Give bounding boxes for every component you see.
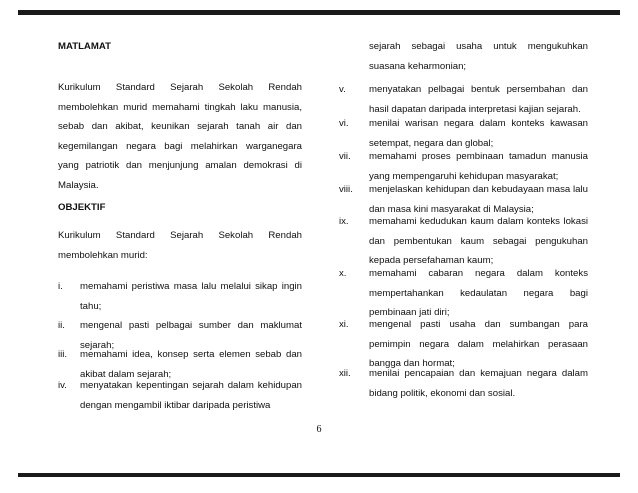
top-border-rule xyxy=(18,10,620,15)
bottom-border-rule xyxy=(18,473,620,477)
objective-item xyxy=(339,212,588,271)
objective-number: ix. xyxy=(339,216,349,227)
objective-text: menyatakan pelbagai bentuk persembahan dan hasil dapatan daripada interpretasi kajian sejarah. xyxy=(369,84,588,115)
objective-number: i. xyxy=(58,281,63,292)
objective-number: viii. xyxy=(339,184,353,195)
page-number: 6 xyxy=(316,424,322,435)
objective-text: menyatakan kepentingan sejarah dalam kehidupan dengan mengambil iktibar daripada peristiwa xyxy=(80,380,302,411)
objective-item xyxy=(58,277,302,316)
objective-number: x. xyxy=(339,268,347,279)
objective-number: xii. xyxy=(339,368,351,379)
objective-text: mengenal pasti usaha dan sumbangan para pemimpin negara dalam melahirkan perasaan bangga dan hormat; xyxy=(369,319,588,370)
objective-text: menilai pencapaian dan kemajuan negara dalam bidang politik, ekonomi dan sosial. xyxy=(369,368,588,399)
objective-item xyxy=(58,376,302,415)
objective-number: ii. xyxy=(58,320,65,331)
objective-number: vi. xyxy=(339,118,349,129)
objektif-intro: Kurikulum Standard Sejarah Sekolah Rendah membolehkan murid: xyxy=(58,230,302,261)
objective-text: menjelaskan kehidupan dan kebudayaan masa lalu dan masa kini masyarakat di Malaysia; xyxy=(369,184,588,215)
objective-text: memahami proses pembinaan tamadun manusia yang mempengaruhi kehidupan masyarakat; xyxy=(369,151,588,182)
objective-text: memahami idea, konsep serta elemen sebab dan akibat dalam sejarah; xyxy=(80,349,302,380)
objective-text: mengenal pasti pelbagai sumber dan maklumat sejarah; xyxy=(80,320,302,351)
objective-number: vii. xyxy=(339,151,351,162)
objective-number: v. xyxy=(339,84,346,95)
matlamat-heading: MATLAMAT xyxy=(58,41,111,52)
objective-text: memahami cabaran negara dalam konteks mempertahankan kedaulatan negara bagi pembinaan jati diri; xyxy=(369,268,588,319)
objective-item xyxy=(339,264,588,323)
objective-text: memahami peristiwa masa lalu melalui sikap ingin tahu; xyxy=(80,281,302,312)
objective-number: iii. xyxy=(58,349,68,360)
objective-text: memahami kedudukan kaum dalam konteks lokasi dan pembentukan kaum sebagai pengukuhan kepada persefahaman kaum; xyxy=(369,216,588,267)
continuation-text: sejarah sebagai usaha untuk mengukuhkan suasana keharmonian; xyxy=(369,41,588,72)
objective-item xyxy=(339,364,588,403)
objective-text: menilai warisan negara dalam konteks kawasan setempat, negara dan global; xyxy=(369,118,588,149)
objective-number: iv. xyxy=(58,380,67,391)
matlamat-paragraph: Kurikulum Standard Sejarah Sekolah Rendah membolehkan murid memahami tingkah laku manusia, sebab dan akibat, keunikan sejarah tanah air dan kegemilangan negara bagi melahirkan warganegara yang patriotik dan menjunjung amalan demokrasi di Malaysia. xyxy=(58,82,302,191)
objektif-heading: OBJEKTIF xyxy=(58,202,106,213)
objective-number: xi. xyxy=(339,319,349,330)
